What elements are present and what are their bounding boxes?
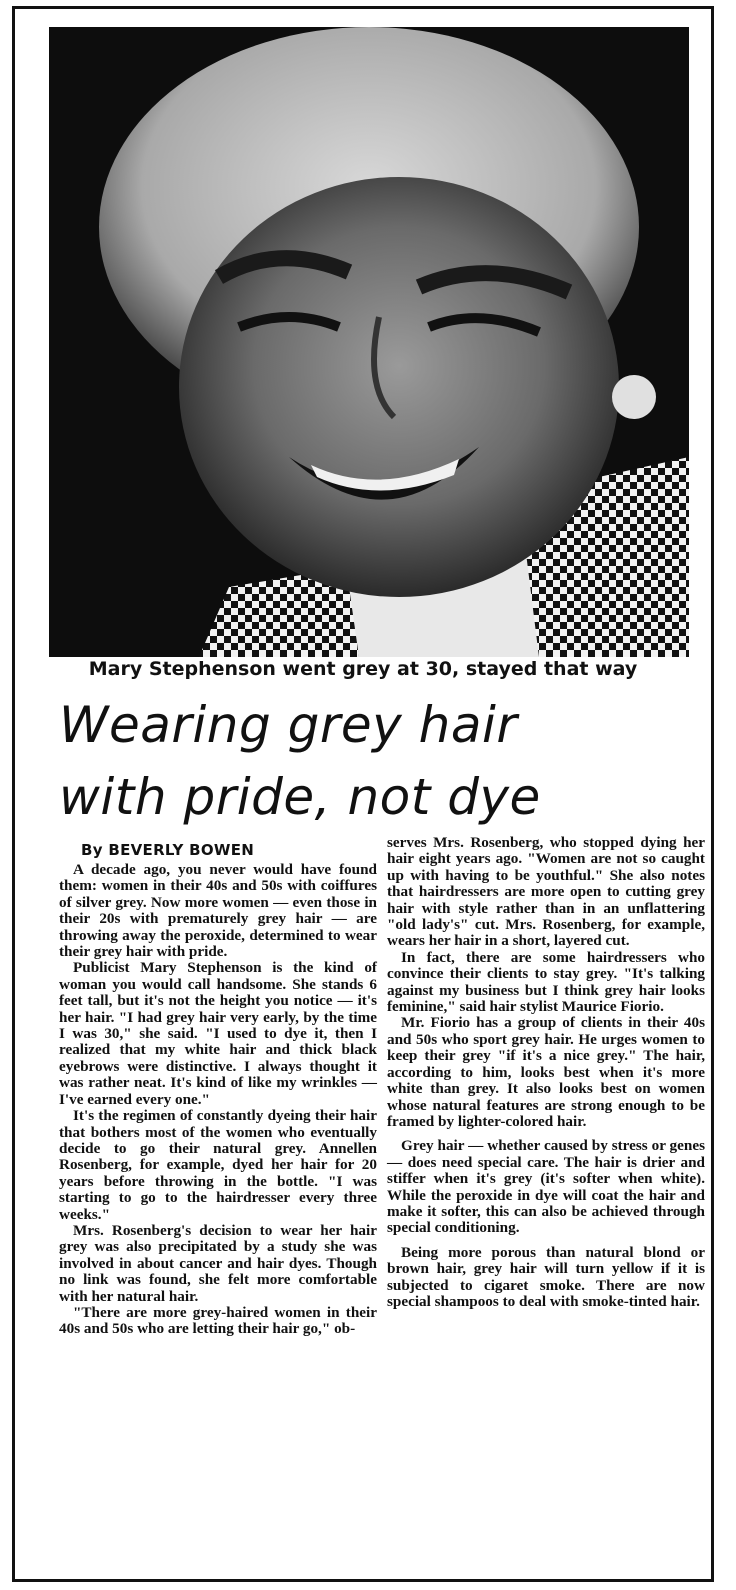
paragraph: "There are more grey-haired women in their 40s and 50s who are letting their hair go," ob-: [59, 1303, 377, 1338]
paragraph: Publicist Mary Stephenson is the kind of woman you would call handsome. She stands 6 feet tall, but it's not the height you notice — it's her hair. "I had grey hair very early, by the time I was 30," she said. "I used to dye it, then I realized that my white hair and thick black eyebrows were distinctive. I always thought it was rather neat. It's kind of like my wrinkles — I've earned every one.": [59, 959, 377, 1108]
headline-line-2: with pride, not dye: [59, 768, 541, 826]
portrait-illustration: [49, 27, 689, 657]
portrait-photo: [49, 27, 689, 657]
paragraph: A decade ago, you never would have found them: women in their 40s and 50s with coiffures of silver grey. Now more women — even those in their 20s with prematurely grey hair — are throwing away the peroxide, determined to wear their grey hair with pride.: [59, 861, 377, 961]
paragraph: Mr. Fiorio has a group of clients in their 40s and 50s who sport grey hair. He urges women to keep their grey "if it's a nice grey." The hair, according to him, looks best when it's more white than grey. It also looks best on women whose natural features are strong enough to be framed by lighter-colored hair.: [387, 1014, 705, 1130]
paragraph: Mrs. Rosenberg's decision to wear her hair grey was also precipitated by a study she was involved in about cancer and hair dyes. Though no link was found, she felt more comfortable with her natural hair.: [59, 1221, 377, 1305]
paragraph: Grey hair — whether caused by stress or genes — does need special care. The hair is drier and stiffer when it's grey (it's softer when white). While the peroxide in dye will coat the hair and make it softer, this can also be achieved through special conditioning.: [387, 1137, 705, 1237]
headline: [59, 689, 699, 833]
byline: By BEVERLY BOWEN: [81, 841, 255, 859]
headline-line-1: Wearing grey hair: [59, 696, 518, 754]
paragraph: In fact, there are some hairdressers who convince their clients to stay grey. "It's talking against my business but I think grey hair looks feminine," said hair stylist Maurice Fiorio.: [387, 948, 705, 1016]
paragraph: It's the regimen of constantly dyeing their hair that bothers most of the women who eventually decide to go their natural grey. Annellen Rosenberg, for example, dyed her hair for 20 years before throwing in the bottle. "I was starting to go to the hairdresser every three weeks.": [59, 1107, 377, 1223]
article-column-right: [387, 835, 705, 1310]
newspaper-clipping: [12, 6, 714, 1582]
paragraph: Being more porous than natural blond or brown hair, grey hair will turn yellow if it is subjected to cigaret smoke. There are now special shampoos to deal with smoke-tinted hair.: [387, 1243, 705, 1310]
article-column-left: [59, 862, 377, 1338]
photo-caption: Mary Stephenson went grey at 30, stayed that way: [88, 658, 638, 680]
paragraph: serves Mrs. Rosenberg, who stopped dying her hair eight years ago. "Women are not so caught up with having to be youthful." She also notes that hairdressers are more open to cutting grey hair with style rather than in an unflattering "old lady's" cut. Mrs. Rosenberg, for example, wears her hair in a short, layered cut.: [387, 834, 705, 950]
